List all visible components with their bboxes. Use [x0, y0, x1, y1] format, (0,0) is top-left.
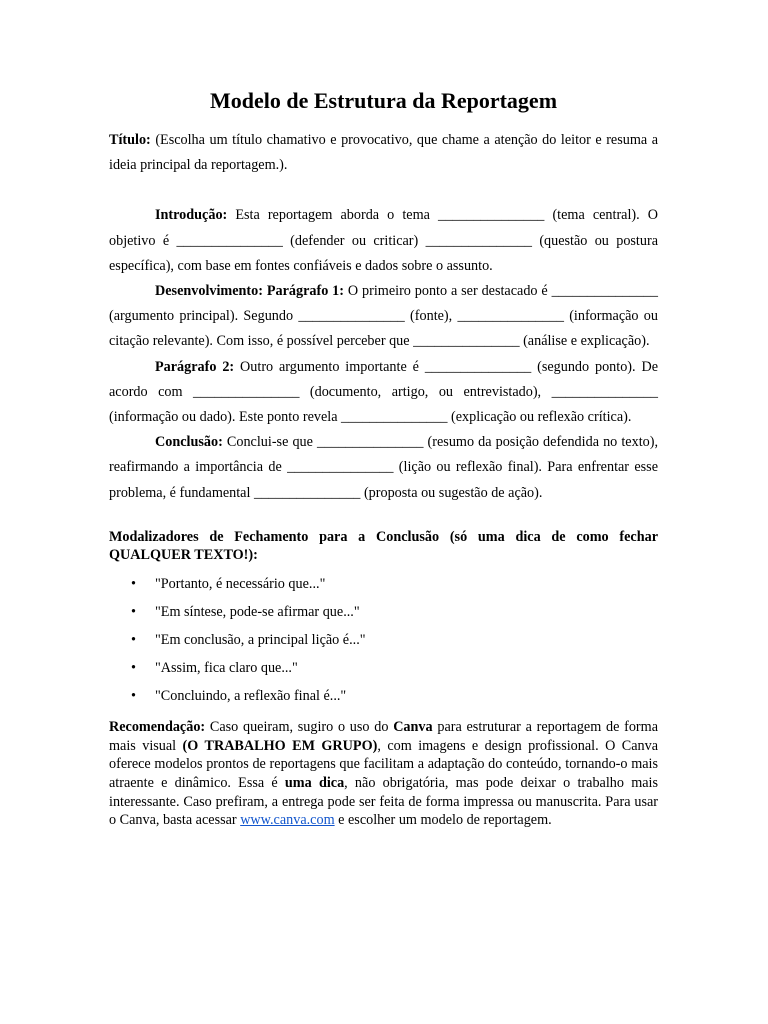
introducao-text: (defender ou criticar): [282, 232, 426, 249]
titulo-text: (Escolha um título chamativo e provocativo, que chame a atenção do leitor e resuma a ideia principal da reportagem.).: [109, 132, 658, 174]
fill-blank: _______________: [413, 333, 520, 350]
fill-blank: _______________: [341, 409, 448, 426]
list-item-text: "Em conclusão, a principal lição é...": [155, 631, 366, 648]
document-page: [109, 84, 658, 830]
fill-blank: _______________: [551, 383, 658, 400]
desenvolvimento-text: (fonte),: [404, 308, 458, 325]
bullet-icon: •: [131, 687, 136, 704]
canva-emphasis: Canva: [393, 718, 433, 735]
list-item: [109, 598, 658, 626]
titulo-label: Título:: [109, 132, 151, 148]
conclusao-paragraph: [109, 430, 658, 506]
modalizadores-heading: [109, 528, 658, 564]
introducao-text: (questão ou postura específica), com base em fontes confiáveis e dados sobre o assunto.: [109, 232, 658, 274]
introducao-label: Introdução:: [155, 207, 228, 224]
introducao-text: (tema central). O objetivo é: [109, 207, 659, 249]
paragrafo2-text: (documento, artigo, ou entrevistado),: [299, 383, 552, 400]
desenvolvimento-text: (análise e explicação).: [519, 333, 650, 350]
list-item-text: "Portanto, é necessário que...": [155, 575, 326, 592]
list-item: [109, 654, 658, 682]
bullet-icon: •: [131, 631, 136, 648]
fill-blank: _______________: [317, 434, 424, 451]
paragrafo2-text: (explicação ou reflexão crítica).: [447, 409, 632, 426]
bullet-icon: •: [131, 575, 136, 592]
fill-blank: _______________: [551, 283, 658, 300]
modalizadores-heading-text: Modalizadores de Fechamento para a Conclusão (só uma dica de como fechar QUALQUER TEXTO!):: [109, 528, 658, 563]
desenvolvimento-text: O primeiro ponto a ser destacado é: [344, 283, 552, 300]
spacer: [109, 178, 658, 203]
conclusao-text: Conclui-se que: [222, 434, 318, 451]
fill-blank: _______________: [457, 308, 564, 325]
bullet-icon: •: [131, 603, 136, 620]
closers-list: [109, 570, 658, 710]
desenvolvimento-text: (informação ou citação relevante). Com isso, é possível perceber que: [109, 308, 658, 350]
list-item-text: "Concluindo, a reflexão final é...": [155, 687, 347, 704]
fill-blank: _______________: [437, 207, 545, 224]
recomendacao-text: para estruturar a reportagem de forma mais visual: [109, 718, 658, 754]
document-title: Modelo de Estrutura da Reportagem: [209, 88, 558, 113]
fill-blank: _______________: [176, 232, 283, 249]
paragrafo2-text: Outro argumento importante é: [234, 358, 425, 375]
list-item-text: "Em síntese, pode-se afirmar que...": [155, 603, 360, 620]
conclusao-label: Conclusão:: [155, 434, 223, 451]
grupo-emphasis: (O TRABALHO EM GRUPO): [182, 737, 378, 754]
conclusao-text: (resumo da posição defendida no texto), reafirmando a importância de: [109, 434, 659, 476]
list-item: [109, 682, 658, 710]
list-item: [109, 570, 658, 598]
desenvolvimento-label: Desenvolvimento: Parágrafo 1:: [155, 283, 345, 300]
list-item-text: "Assim, fica claro que...": [155, 659, 298, 676]
conclusao-text: (proposta ou sugestão de ação).: [360, 484, 543, 501]
paragrafo2-text: (informação ou dado). Este ponto revela: [109, 409, 342, 426]
bullet-icon: •: [131, 659, 136, 676]
recomendacao-label: Recomendação:: [109, 718, 206, 735]
fill-blank: _______________: [253, 484, 361, 501]
desenvolvimento-text: (argumento principal). Segundo: [109, 308, 299, 325]
paragrafo2-text: (segundo ponto). De acordo com: [109, 358, 658, 400]
recomendacao-text: , não obrigatória, mas pode deixar o trabalho mais interessante. Caso prefiram, a entrega pode ser feita de forma impressa ou manuscrita. Para usar o Canva, basta acessar: [109, 774, 658, 829]
desenvolvimento-paragraph: [109, 279, 658, 355]
recomendacao-text: e escolher um modelo de reportagem.: [334, 812, 552, 829]
fill-blank: _______________: [287, 459, 394, 476]
canva-link[interactable]: www.canva.com: [240, 812, 335, 829]
recomendacao-text: , com imagens e design profissional. O Canva oferece modelos prontos de reportagens que facilitam a adaptação do conteúdo, tornando-o mais atraente e dinâmico. Essa é: [109, 737, 658, 791]
fill-blank: _______________: [425, 232, 532, 249]
list-item: [109, 626, 658, 654]
recomendacao-paragraph: [109, 718, 658, 830]
spacer: [109, 506, 658, 528]
recomendacao-text: Caso queiram, sugiro o uso do: [205, 718, 394, 735]
fill-blank: _______________: [193, 383, 300, 400]
fill-blank: _______________: [298, 308, 405, 325]
paragrafo2-label: Parágrafo 2:: [155, 358, 235, 375]
introducao-paragraph: [109, 203, 658, 279]
paragrafo2-paragraph: [109, 355, 658, 431]
dica-emphasis: uma dica: [284, 774, 345, 791]
conclusao-text: (lição ou reflexão final). Para enfrentar esse problema, é fundamental: [109, 459, 658, 501]
introducao-text: Esta reportagem aborda o tema: [227, 207, 438, 224]
fill-blank: _______________: [424, 358, 532, 375]
titulo-paragraph: [109, 128, 658, 178]
